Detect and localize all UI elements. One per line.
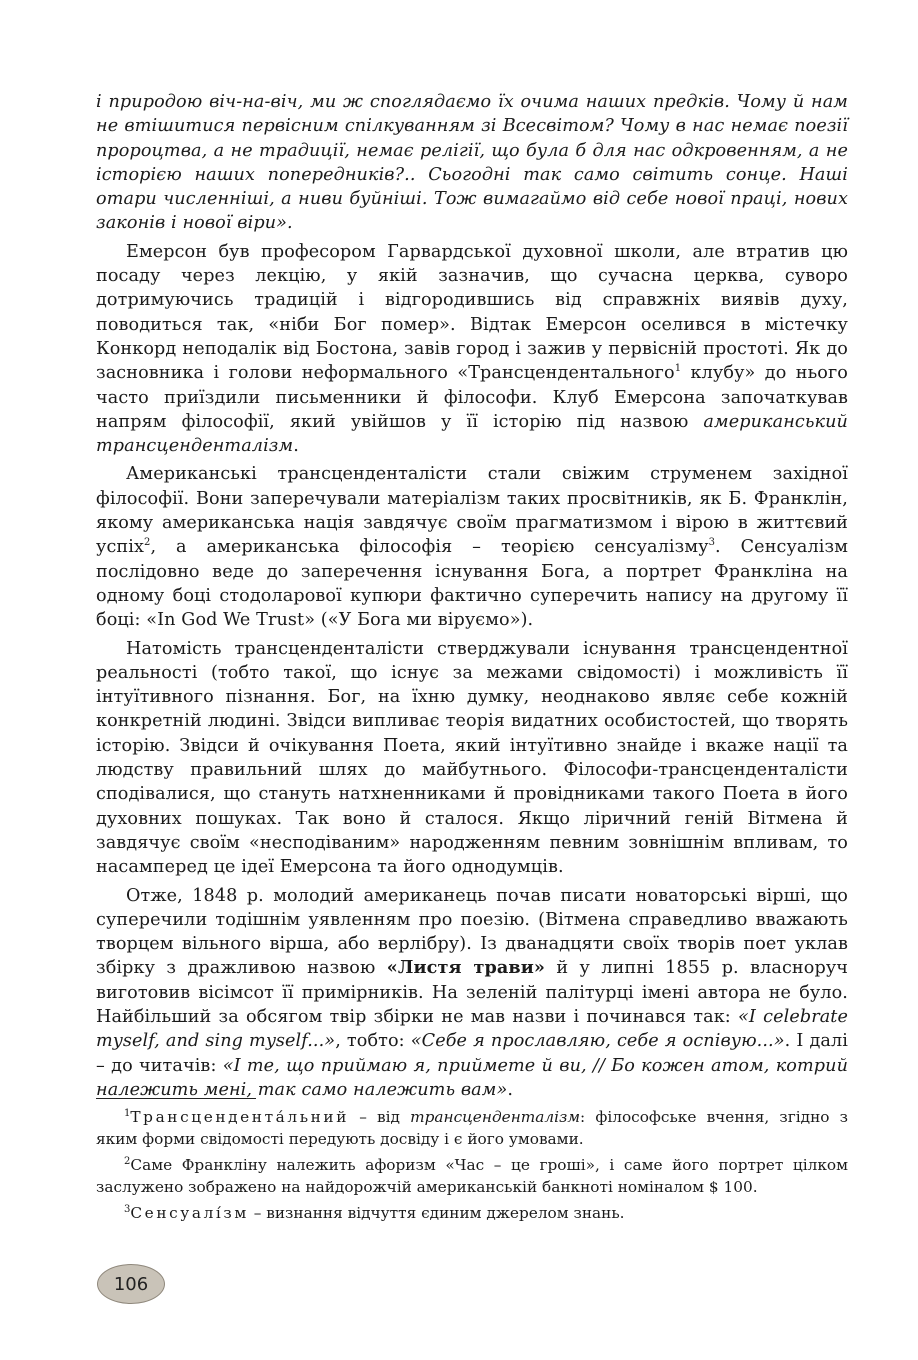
page-number-badge — [97, 1264, 165, 1304]
main-text — [96, 90, 848, 1102]
quote-english: «I celebrate myself, and sing myself...» — [96, 1006, 848, 1052]
paragraph-emerson — [96, 240, 848, 459]
footnote-ref-1: 1 — [674, 363, 682, 375]
paragraph-transcendentalists — [96, 462, 848, 632]
text-run: Емерсон був професором Гарвардської духовної школи, але втратив цю посаду через лекцію, у якій зазначив, що сучасна церква, суворо дотримуючись традицій і відгородившись від справжніх виявів духу, поводиться так, «ніби Бог помер». Відтак Емерсон оселився в містечку Конкорд неподалік від Бостона, завів город і зажив у первісній простоті. Як до засновника і голови неформального «Трансцендентального — [96, 241, 848, 384]
footnote-divider — [96, 1098, 256, 1099]
text-run: Американські трансценденталісти стали свіжим струменем західної філософії. Вони заперечували матеріалізм таких просвітників, як Б. Франклін, якому американська нація завдячує своїм прагматизмом і вірою в життєвий успіх — [96, 464, 848, 558]
text-run: Саме Франкліну належить афоризм «Час – це гроші», і саме його портрет цілком заслужено зображено на найдорожчій американській банкноті номіналом $ 100. — [96, 1156, 848, 1196]
text-run: й у липні 1855 р. власноруч виготовив вісімсот її примірників. На зеленій палітурці імені автора не було. Найбільший за обсягом твір збірки не мав назви і починався так: — [96, 958, 849, 1027]
paragraph-whitman — [96, 884, 848, 1103]
quote-paragraph: і природою віч-на-віч, ми ж споглядаємо їх очима наших предків. Чому й нам не втішитися первісним спілкуванням зі Всесвітом? Чому в нас немає поезії пророцтва, а не традиції, немає релігії, що була б для нас одкровенням, а не історією наших попередників?.. Сьогодні так само світить сонце. Наші отари численніші, а ниви буйніші. Тож вимагаймо від себе нової праці, нових законів і нової віри». — [96, 92, 848, 234]
footnote-2 — [96, 1154, 848, 1198]
quote-ukrainian: «Себе я прославляю, себе я оспівую...» — [410, 1031, 785, 1052]
footnote-number: 2 — [124, 1155, 131, 1167]
footnote-number: 1 — [124, 1107, 131, 1119]
footnote-ref-3: 3 — [708, 537, 716, 549]
footnote-1 — [96, 1106, 848, 1150]
italic-term: американський трансценденталізм — [96, 411, 848, 457]
page-number: 106 — [113, 1273, 149, 1295]
footnote-ref-2: 2 — [143, 537, 151, 549]
text-run: – від — [349, 1108, 411, 1126]
footnote-number: 3 — [124, 1203, 131, 1215]
text-run: . Сенсуалізм послідовно веде до заперечення існування Бога, а портрет Франкліна на одному боці стодоларової купюри фактично суперечить напису на другому її боці: «In God We Trust» («У Бога ми віруємо»). — [96, 537, 849, 631]
footnote-term: Сенсуалі́зм — [130, 1204, 249, 1222]
paragraph-transcendent-reality: Натомість трансценденталісти стверджували існування трансцендентної реальності (тобто такої, що існує за межами свідомості) і можливість її інтуїтивного пізнання. Бог, на їхню думку, неоднаково являє себе кожній конкретній людині. Звідси випливає теорія видатних особистостей, що творять історію. Звідси й очікування Поета, який інтуїтивно знайде і вкаже нації та людству правильний шлях до майбутнього. Філософи-трансценденталісти сподівалися, що стануть натхненниками й провідниками такого Поета в його духовних пошуках. Так воно й сталося. Якщо ліричний геній Вітмена й завдячує своїм «несподіваним» народженням певним зовнішнім впливам, то насамперед це ідеї Емерсона та його однодумців. — [96, 638, 848, 878]
text-run: , тобто: — [335, 1031, 411, 1052]
footnote-italic: трансценденталізм — [410, 1108, 581, 1126]
text-run: – визнання відчуття єдиним джерелом знань. — [248, 1204, 625, 1222]
text-run: . — [507, 1079, 514, 1100]
text-run: Отже, 1848 р. молодий американець почав писати новаторські вірші, що суперечили тодішнім уявленням про поезію. (Вітмена справедливо вважають творцем вільного вірша, або верлібру). Із дванадцяти своїх творів поет уклав збірку з дражливою назвою — [96, 885, 848, 979]
footnotes — [96, 1106, 848, 1228]
footnote-3 — [96, 1202, 848, 1224]
text-run: , а американська філософія – теорією сенсуалізму — [150, 537, 709, 558]
text-run: : філософське вчення, згідно з яким форми свідомості передують досвіду і є його умовами. — [96, 1108, 848, 1148]
text-run: . І далі – до читачів: — [96, 1031, 848, 1076]
text-run: . — [293, 436, 299, 457]
quote-to-readers: «І те, що приймаю я, приймете й ви, // Бо кожен атом, котрий належить мені, так само належить вам» — [96, 1055, 849, 1100]
text-run: клубу» до нього часто приїздили письменники й філософи. Клуб Емерсона започаткував напрям філософії, який увійшов у її історію під назвою — [96, 363, 848, 432]
book-title: «Листя трави» — [386, 957, 545, 979]
footnote-term: Трансцендента́льний — [130, 1108, 350, 1126]
